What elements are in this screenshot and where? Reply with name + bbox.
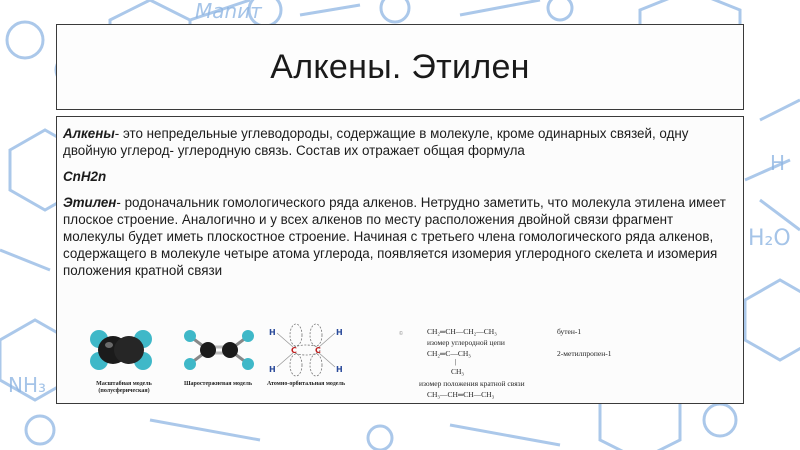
svg-text:H₂O: H₂O: [748, 226, 791, 251]
space-filling-caption: Масштабная модель (полусферическая): [96, 381, 152, 394]
isomer-name1: бутен-1: [557, 327, 582, 336]
svg-text:Маnит: Маnит: [195, 0, 262, 23]
svg-text:NH₃: NH₃: [8, 373, 47, 397]
orbital-model-image: [263, 321, 349, 379]
alkenes-term: Алкены: [63, 126, 115, 141]
isomer-row2-sub: CH₃: [451, 367, 465, 376]
ball-stick-model-image: [181, 327, 257, 373]
isomers-scheme: © CH₂═CH—CH₂—CH₃ бутен-1 изомер углеродной цепи CH₂═C—CH₃ 2-метилпропен-1 | CH₃ изомер положения кратной связи CH₃—CH═CH—CH₃: [407, 317, 737, 403]
alkenes-text: - это непредельные углеводороды, содержащие в молекуле, кроме одинарных связей, одну двойную углерод- углеродную связь. Состав их отражает общая формула: [63, 126, 689, 158]
space-filling-model-image: [85, 325, 157, 375]
svg-text:H: H: [269, 328, 276, 337]
isomer-row2-branch: |: [455, 357, 457, 366]
isomer-note2: изомер положения кратной связи: [419, 379, 525, 388]
isomer-row3: CH₃—CH═CH—CH₃: [427, 390, 495, 399]
svg-text:C: C: [315, 346, 321, 355]
isomer-name2: 2-метилпропен-1: [557, 349, 612, 358]
ball-stick-caption: Шаростержневая модель: [183, 381, 253, 387]
title-box: [56, 24, 744, 110]
ethylene-term: Этилен: [63, 195, 117, 210]
isomer-note1: изомер углеродной цепи: [427, 338, 505, 347]
isomer-row2: CH₂═C—CH₃: [427, 349, 471, 358]
svg-text:H: H: [336, 365, 343, 374]
svg-text:H: H: [336, 328, 343, 337]
svg-text:H: H: [770, 151, 786, 175]
ethylene-text: - родоначальник гомологического ряда алкенов. Нетрудно заметить, что молекула этилена имеет плоское строение. Аналогично и у всех алкенов по месту расположения двойной связи фрагмент молекулы будет иметь плоскостное строение. Начиная с третьего члена гомологического ряда алкенов, содержащего в молекуле четыре атома углерода, появляется изомерия углеродного скелета и изомерия положения кратной связи: [63, 195, 726, 278]
alkenes-definition: [63, 125, 733, 159]
svg-text:C: C: [291, 346, 297, 355]
slide-title: Алкены. Этилен: [270, 47, 530, 86]
general-formula: CnH2n: [63, 169, 107, 184]
ethylene-figures: [57, 317, 745, 403]
isomer-row1: CH₂═CH—CH₂—CH₃: [427, 327, 497, 336]
content-box: [56, 116, 744, 404]
orbital-caption: Атомно-орбитальная модель: [266, 381, 345, 387]
ethylene-description: [63, 194, 733, 279]
svg-text:H: H: [269, 365, 276, 374]
